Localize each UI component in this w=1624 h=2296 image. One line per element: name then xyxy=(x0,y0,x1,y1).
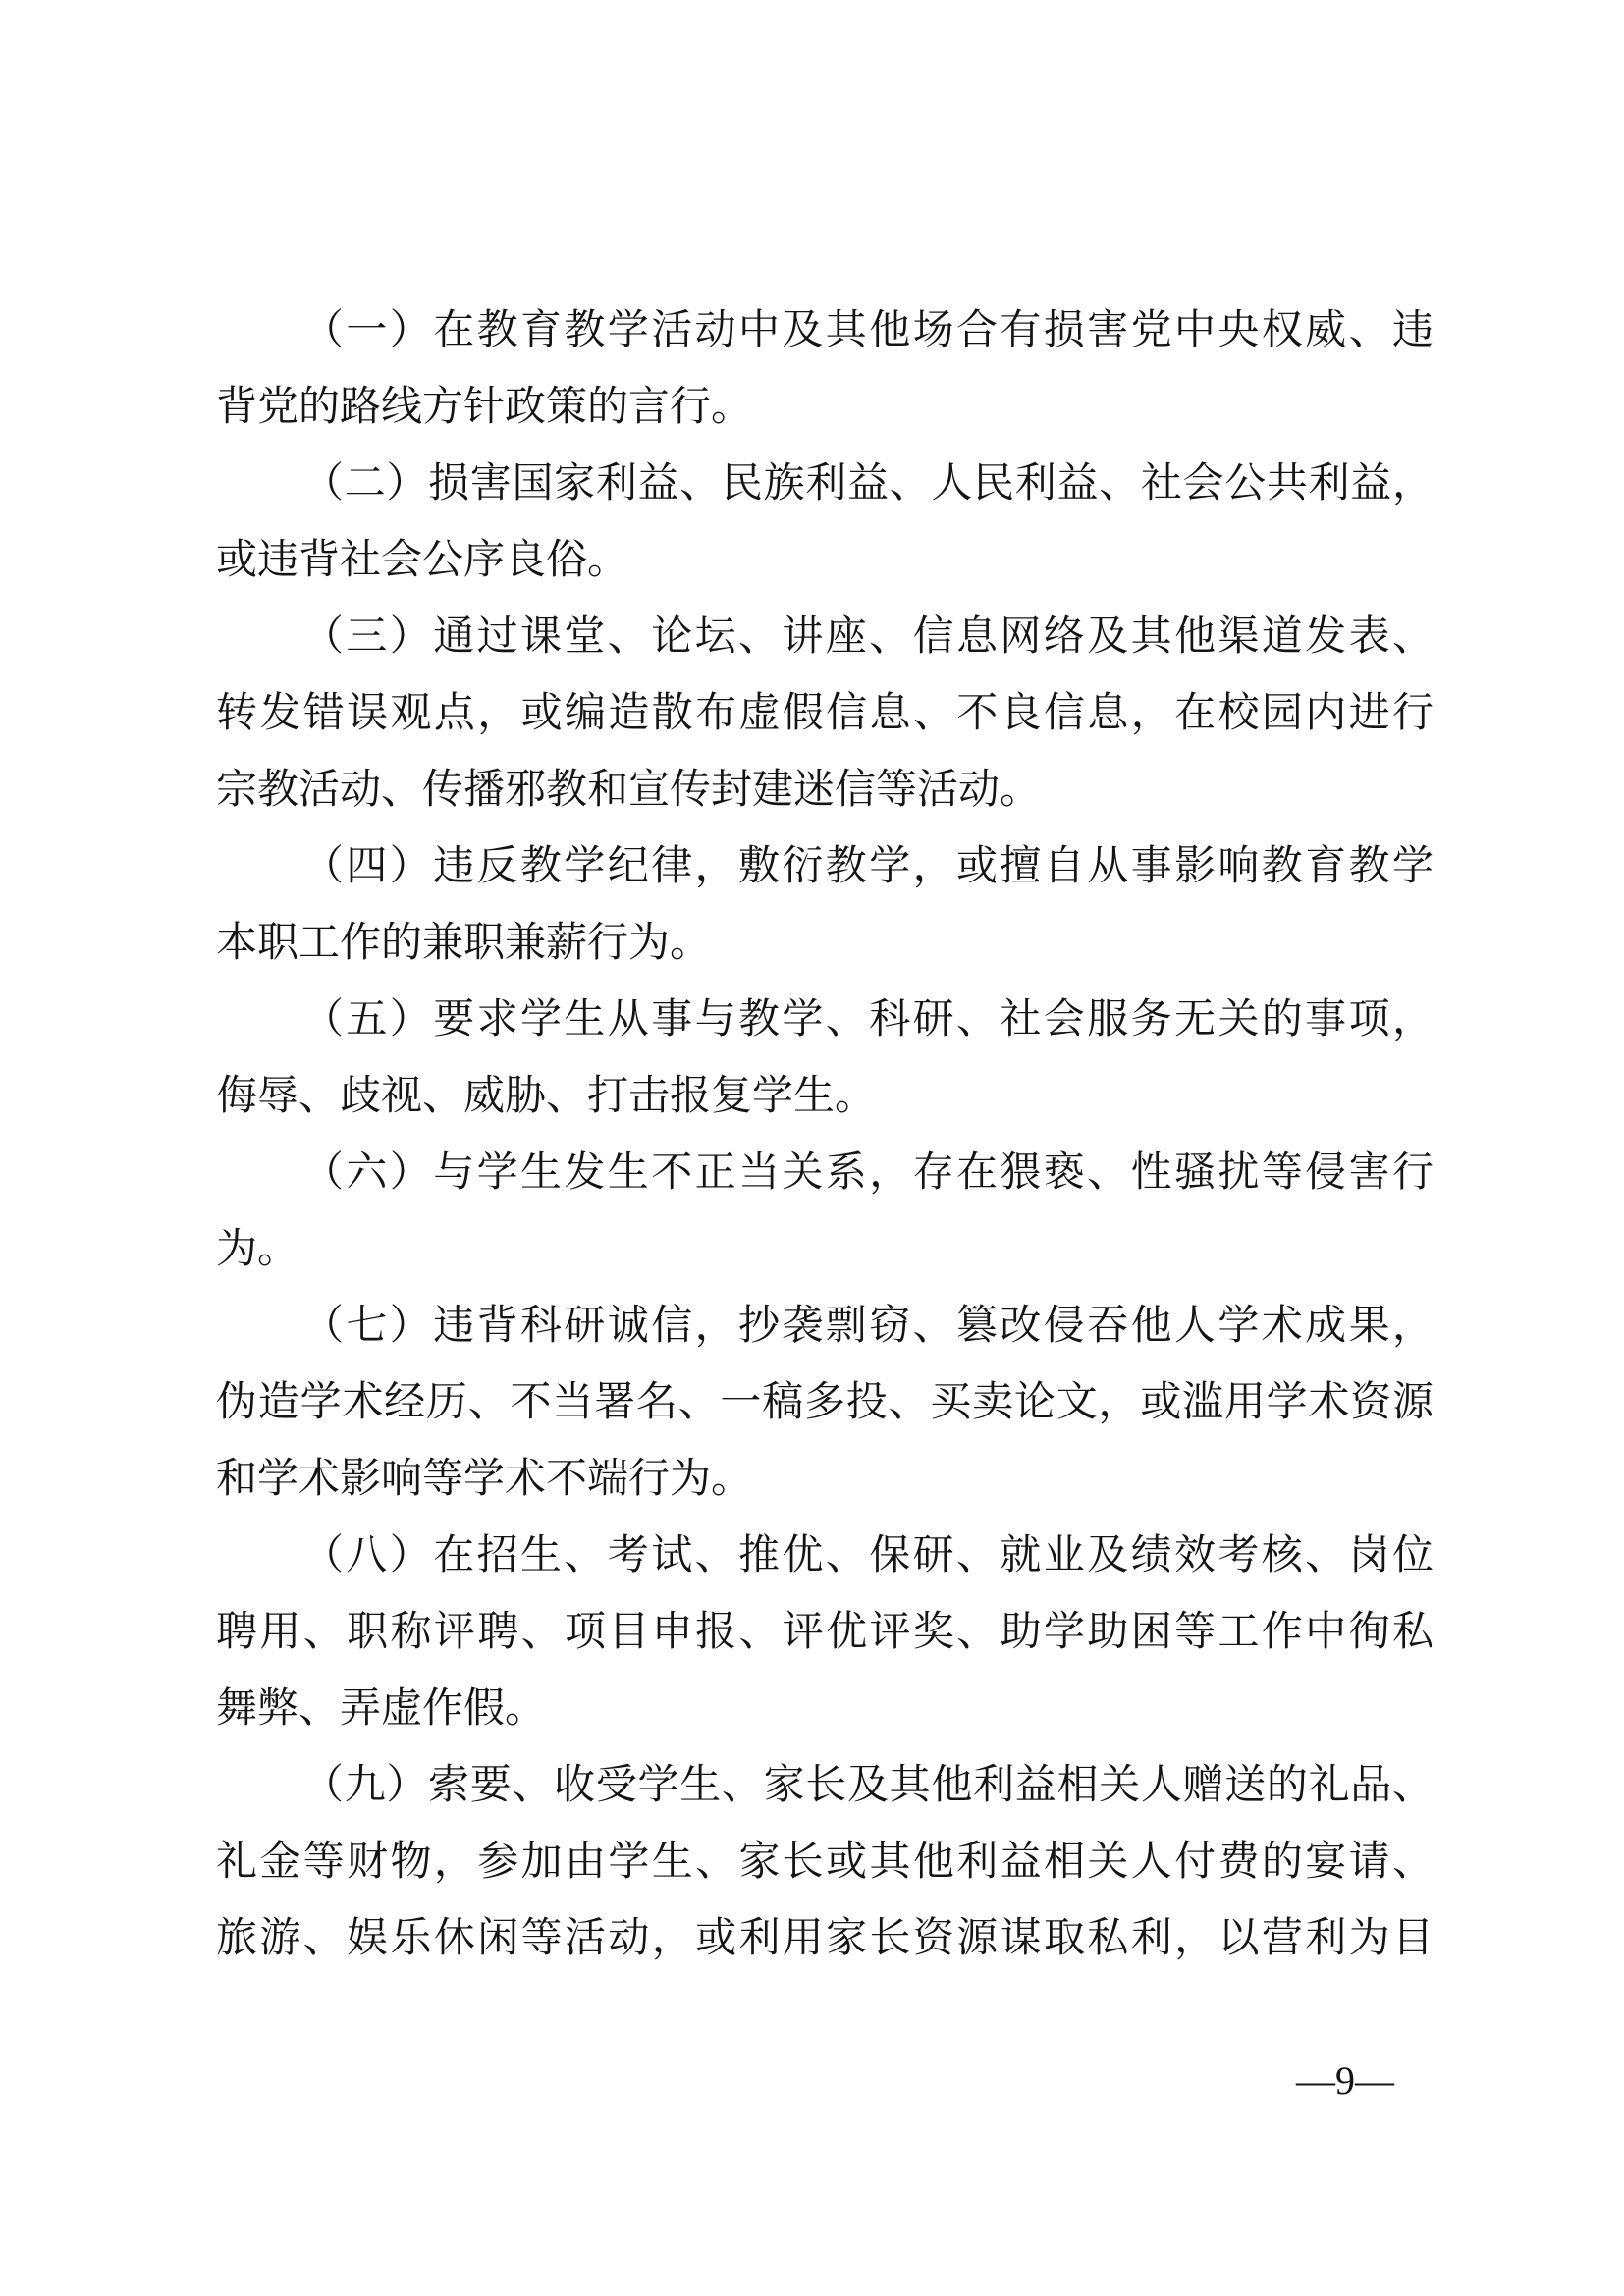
paragraph-9 xyxy=(216,1747,1434,1977)
paragraph-6-line-1: （六）与学生发生不正当关系，存在猥亵、性骚扰等侵害行 xyxy=(302,1150,1434,1196)
paragraph-8-line-1: （八）在招生、考试、推优、保研、就业及绩效考核、岗位 xyxy=(302,1533,1434,1578)
paragraph-8-line-3: 舞弊、弄虚作假。 xyxy=(216,1686,547,1732)
paragraph-9-line-3: 旅游、娱乐休闲等活动，或利用家长资源谋取私利，以营利为目 xyxy=(216,1916,1434,1961)
paragraph-2-line-2: 或违背社会公序良俗。 xyxy=(216,538,629,583)
paragraph-1 xyxy=(216,293,1434,446)
paragraph-4-line-1: （四）违反教学纪律，敷衍教学，或擅自从事影响教育教学 xyxy=(302,844,1434,889)
document-body xyxy=(216,293,1434,1977)
paragraph-6-line-2: 为。 xyxy=(216,1227,299,1272)
paragraph-2-line-1: （二）损害国家利益、民族利益、人民利益、社会公共利益， xyxy=(302,461,1434,507)
paragraph-3-line-1: （三）通过课堂、论坛、讲座、信息网络及其他渠道发表、 xyxy=(302,614,1434,660)
paragraph-3-line-3: 宗教活动、传播邪教和宣传封建迷信等活动。 xyxy=(216,768,1042,813)
paragraph-4-line-2: 本职工作的兼职兼薪行为。 xyxy=(216,921,712,966)
paragraph-7-line-1: （七）违背科研诚信，抄袭剽窃、篡改侵吞他人学术成果， xyxy=(302,1304,1434,1349)
paragraph-7-line-3: 和学术影响等学术不端行为。 xyxy=(216,1457,753,1502)
paragraph-3 xyxy=(216,599,1434,828)
paragraph-7-line-2: 伪造学术经历、不当署名、一稿多投、买卖论文，或滥用学术资源 xyxy=(216,1380,1434,1425)
paragraph-3-line-2: 转发错误观点，或编造散布虚假信息、不良信息，在校园内进行 xyxy=(216,691,1434,736)
paragraph-8 xyxy=(216,1518,1434,1747)
paragraph-6 xyxy=(216,1135,1434,1288)
paragraph-2 xyxy=(216,446,1434,599)
paragraph-4 xyxy=(216,828,1434,982)
paragraph-5 xyxy=(216,982,1434,1135)
page-number: —9— xyxy=(1296,2058,1394,2103)
paragraph-9-line-2: 礼金等财物，参加由学生、家长或其他利益相关人付费的宴请、 xyxy=(216,1840,1434,1885)
paragraph-5-line-1: （五）要求学生从事与教学、科研、社会服务无关的事项， xyxy=(302,997,1434,1042)
paragraph-7 xyxy=(216,1288,1434,1518)
paragraph-5-line-2: 侮辱、歧视、威胁、打击报复学生。 xyxy=(216,1074,877,1119)
paragraph-1-line-1: （一）在教育教学活动中及其他场合有损害党中央权威、违 xyxy=(302,308,1434,353)
paragraph-9-line-1: （九）索要、收受学生、家长及其他利益相关人赠送的礼品、 xyxy=(302,1763,1434,1808)
paragraph-8-line-2: 聘用、职称评聘、项目申报、评优评奖、助学助困等工作中徇私 xyxy=(216,1610,1434,1655)
paragraph-1-line-2: 背党的路线方针政策的言行。 xyxy=(216,385,753,430)
